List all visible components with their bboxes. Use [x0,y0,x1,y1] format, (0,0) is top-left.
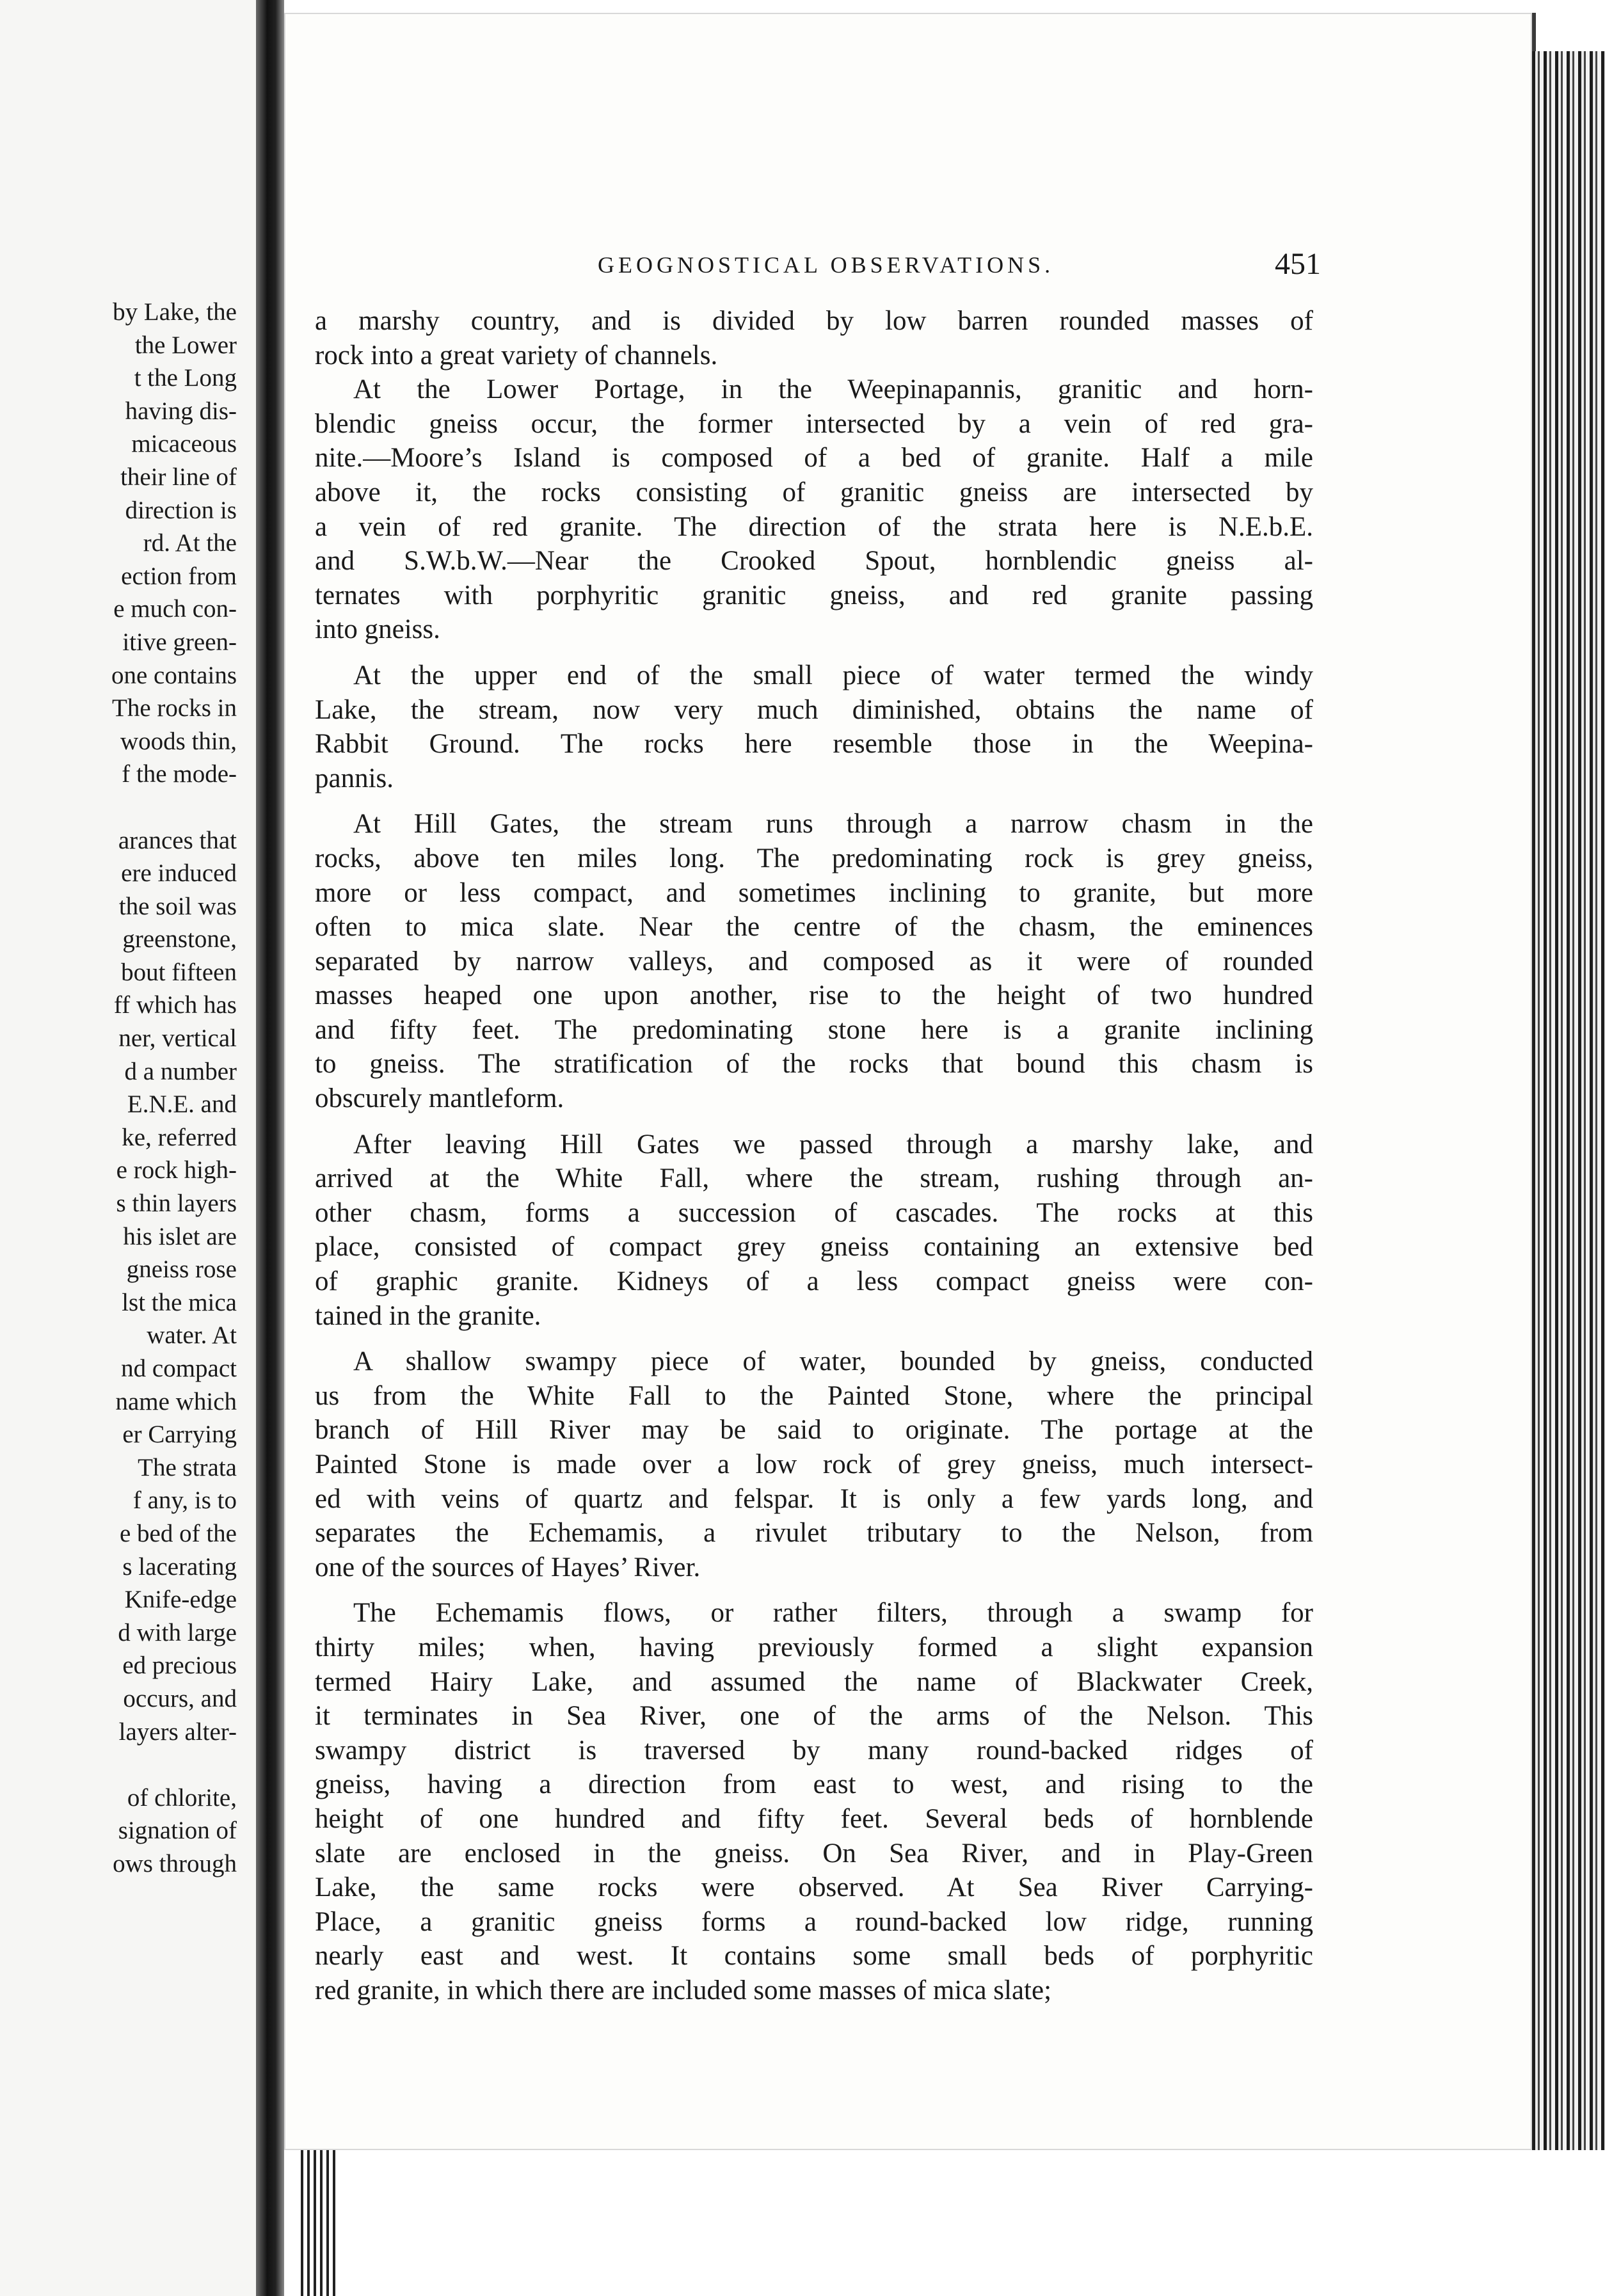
previous-page-line: ed precious [122,1652,237,1680]
text-line: swampy district is traversed by many round-backed ridges of [315,1735,1313,1766]
previous-page-line: their line of [120,463,237,491]
paragraph-spacer [315,1333,1313,1344]
text-line: At the Lower Portage, in the Weepinapannis, granitic and horn- [353,374,1313,405]
previous-page-line: lst the mica [122,1288,237,1316]
text-line: and fifty feet. The predominating stone here is a granite inclining [315,1014,1313,1045]
text-line: slate are enclosed in the gneiss. On Sea River, and in Play-Green [315,1838,1313,1869]
previous-page-line: water. At [147,1321,237,1350]
previous-page-line: s thin layers [116,1190,237,1218]
paragraph [315,1128,1313,1334]
text-line: The Echemamis flows, or rather filters, through a swamp for [353,1598,1313,1629]
previous-page-line: ff which has [113,991,237,1019]
paragraph [315,1596,1313,2007]
previous-page-line: d with large [118,1618,237,1646]
text-line: into gneiss. [315,614,440,645]
paragraph-spacer [315,1116,1313,1128]
previous-page-line: e rock high- [116,1156,237,1184]
text-line: Lake, the same rocks were observed. At Sea River Carrying- [315,1872,1313,1903]
running-head: GEOGNOSTICAL OBSERVATIONS. [598,252,1055,278]
previous-page-line: of chlorite, [127,1783,237,1812]
previous-page-line: e much con- [113,595,237,623]
previous-page-line: by Lake, the [113,298,237,326]
previous-page-line: ows through [113,1849,237,1877]
text-line: red granite, in which there are included some masses of mica slate; [315,1975,1052,2005]
paragraph [315,372,1313,647]
previous-page-line: t the Long [134,364,237,392]
text-line: it terminates in Sea River, one of the arms of the Nelson. This [315,1701,1313,1732]
text-line: one of the sources of Hayes’ River. [315,1552,701,1582]
text-line: Place, a granitic gneiss forms a round-backed low ridge, running [315,1906,1313,1937]
text-line: Rabbit Ground. The rocks here resemble those in the Weepina- [315,729,1313,760]
text-line: arrived at the White Fall, where the stream, rushing through an- [315,1163,1313,1194]
text-line: At the upper end of the small piece of water termed the windy [353,660,1313,690]
text-line: height of one hundred and fifty feet. Several beds of hornblende [315,1803,1313,1834]
book-gutter [256,0,284,2296]
text-line: often to mica slate. Near the centre of the chasm, the eminences [315,912,1313,943]
page-body-text [315,304,1313,2008]
text-line: obscurely mantleform. [315,1083,564,1114]
text-line: ternates with porphyritic granitic gneiss, and red granite passing [315,580,1313,610]
text-line: other chasm, forms a succession of cascades. The rocks at this [315,1197,1313,1228]
page-header [598,247,1321,290]
paragraph [315,304,1313,372]
text-line: separates the Echemamis, a rivulet tributary to the Nelson, from [315,1518,1313,1549]
previous-page-line: rd. At the [143,529,237,557]
paragraph-spacer [315,795,1313,807]
previous-page-line: micaceous [131,430,237,458]
paragraph [315,807,1313,1115]
text-line: nearly east and west. It contains some small beds of porphyritic [315,1941,1313,1972]
previous-page-line [6,1748,237,1782]
previous-page-line [6,791,237,824]
text-line: rocks, above ten miles long. The predominating rock is grey gneiss, [315,843,1313,873]
previous-page-line: Knife-edge [124,1586,237,1614]
text-line: tained in the granite. [315,1300,541,1331]
previous-page-line: ke, referred [122,1123,237,1151]
previous-page-line: nd compact [121,1355,237,1382]
previous-page-line: direction is [125,496,237,524]
text-line: of graphic granite. Kidneys of a less compact gneiss were con- [315,1266,1313,1297]
text-line: branch of Hill River may be said to originate. The portage at the [315,1415,1313,1446]
text-line: rock into a great variety of channels. [315,340,718,371]
previous-page-line: ection from [121,562,237,590]
previous-page-line: ner, vertical [118,1024,237,1053]
previous-page-line: the Lower [134,331,237,359]
previous-page-line: E.N.E. and [127,1090,237,1119]
previous-page-line: signation of [118,1817,237,1845]
text-line: above it, the rocks consisting of granitic gneiss are intersected by [315,477,1313,507]
previous-page-line: The rocks in [112,694,237,722]
text-line: A shallow swampy piece of water, bounded by gneiss, conducted [353,1346,1313,1377]
previous-page-line: itive green- [122,628,237,656]
previous-page-line: gneiss rose [126,1256,237,1284]
previous-page-line: The strata [138,1453,237,1481]
page-edges [1532,51,1605,2150]
paragraph-spacer [315,647,1313,658]
text-line: more or less compact, and sometimes inclining to granite, but more [315,877,1313,908]
text-line: Lake, the stream, now very much diminished, obtains the name of [315,694,1313,725]
previous-page-line: the soil was [118,892,237,920]
previous-page-line: bout fifteen [121,958,237,986]
text-line: After leaving Hill Gates we passed through a marshy lake, and [353,1129,1313,1160]
text-line: to gneiss. The stratification of the rocks that bound this chasm is [315,1049,1313,1080]
previous-page-line: layers alter- [118,1718,237,1746]
previous-page-line: e bed of the [119,1519,237,1547]
text-line: blendic gneiss occur, the former intersected by a vein of red gra- [315,408,1313,439]
text-line: a marshy country, and is divided by low barren rounded masses of [315,306,1313,336]
previous-page-line: name which [115,1387,237,1415]
previous-page-line: one contains [111,661,237,689]
text-line: Painted Stone is made over a low rock of grey gneiss, much intersect- [315,1449,1313,1479]
text-line: thirty miles; when, having previously formed a slight expansion [315,1632,1313,1662]
previous-page-line: greenstone, [122,925,237,953]
text-line: and S.W.b.W.—Near the Crooked Spout, hornblendic gneiss al- [315,546,1313,577]
page-number: 451 [1275,247,1321,281]
text-line: pannis. [315,763,394,793]
previous-page-line: woods thin, [120,727,237,755]
paragraph [315,658,1313,795]
previous-page-text-column [6,296,237,1881]
text-line: nite.—Moore’s Island is composed of a bed of granite. Half a mile [315,443,1313,474]
previous-page-line: s lacerating [122,1552,237,1581]
previous-page-line: d a number [124,1057,237,1085]
previous-page-line: ere induced [121,859,237,888]
previous-page-line: arances that [118,826,237,854]
text-line: masses heaped one upon another, rise to the height of two hundred [315,980,1313,1011]
previous-page-line: f the mode- [122,760,237,788]
previous-page-line: f any, is to [132,1487,237,1515]
text-line: us from the White Fall to the Painted Stone, where the principal [315,1380,1313,1411]
paragraph [315,1344,1313,1584]
text-line: a vein of red granite. The direction of the strata here is N.E.b.E. [315,511,1313,542]
previous-page-fragment [0,0,256,2296]
text-line: gneiss, having a direction from east to west, and rising to the [315,1769,1313,1800]
paragraph-spacer [315,1584,1313,1596]
text-line: termed Hairy Lake, and assumed the name of Blackwater Creek, [315,1666,1313,1697]
previous-page-line: having dis- [125,397,237,425]
text-line: At Hill Gates, the stream runs through a narrow chasm in the [353,809,1313,840]
text-line: place, consisted of compact grey gneiss containing an extensive bed [315,1232,1313,1263]
previous-page-line: occurs, and [123,1684,237,1712]
previous-page-line: er Carrying [122,1421,237,1449]
text-line: separated by narrow valleys, and composed as it were of rounded [315,946,1313,977]
text-line: ed with veins of quartz and felspar. It is only a few yards long, and [315,1483,1313,1514]
previous-page-line: his islet are [123,1222,237,1250]
